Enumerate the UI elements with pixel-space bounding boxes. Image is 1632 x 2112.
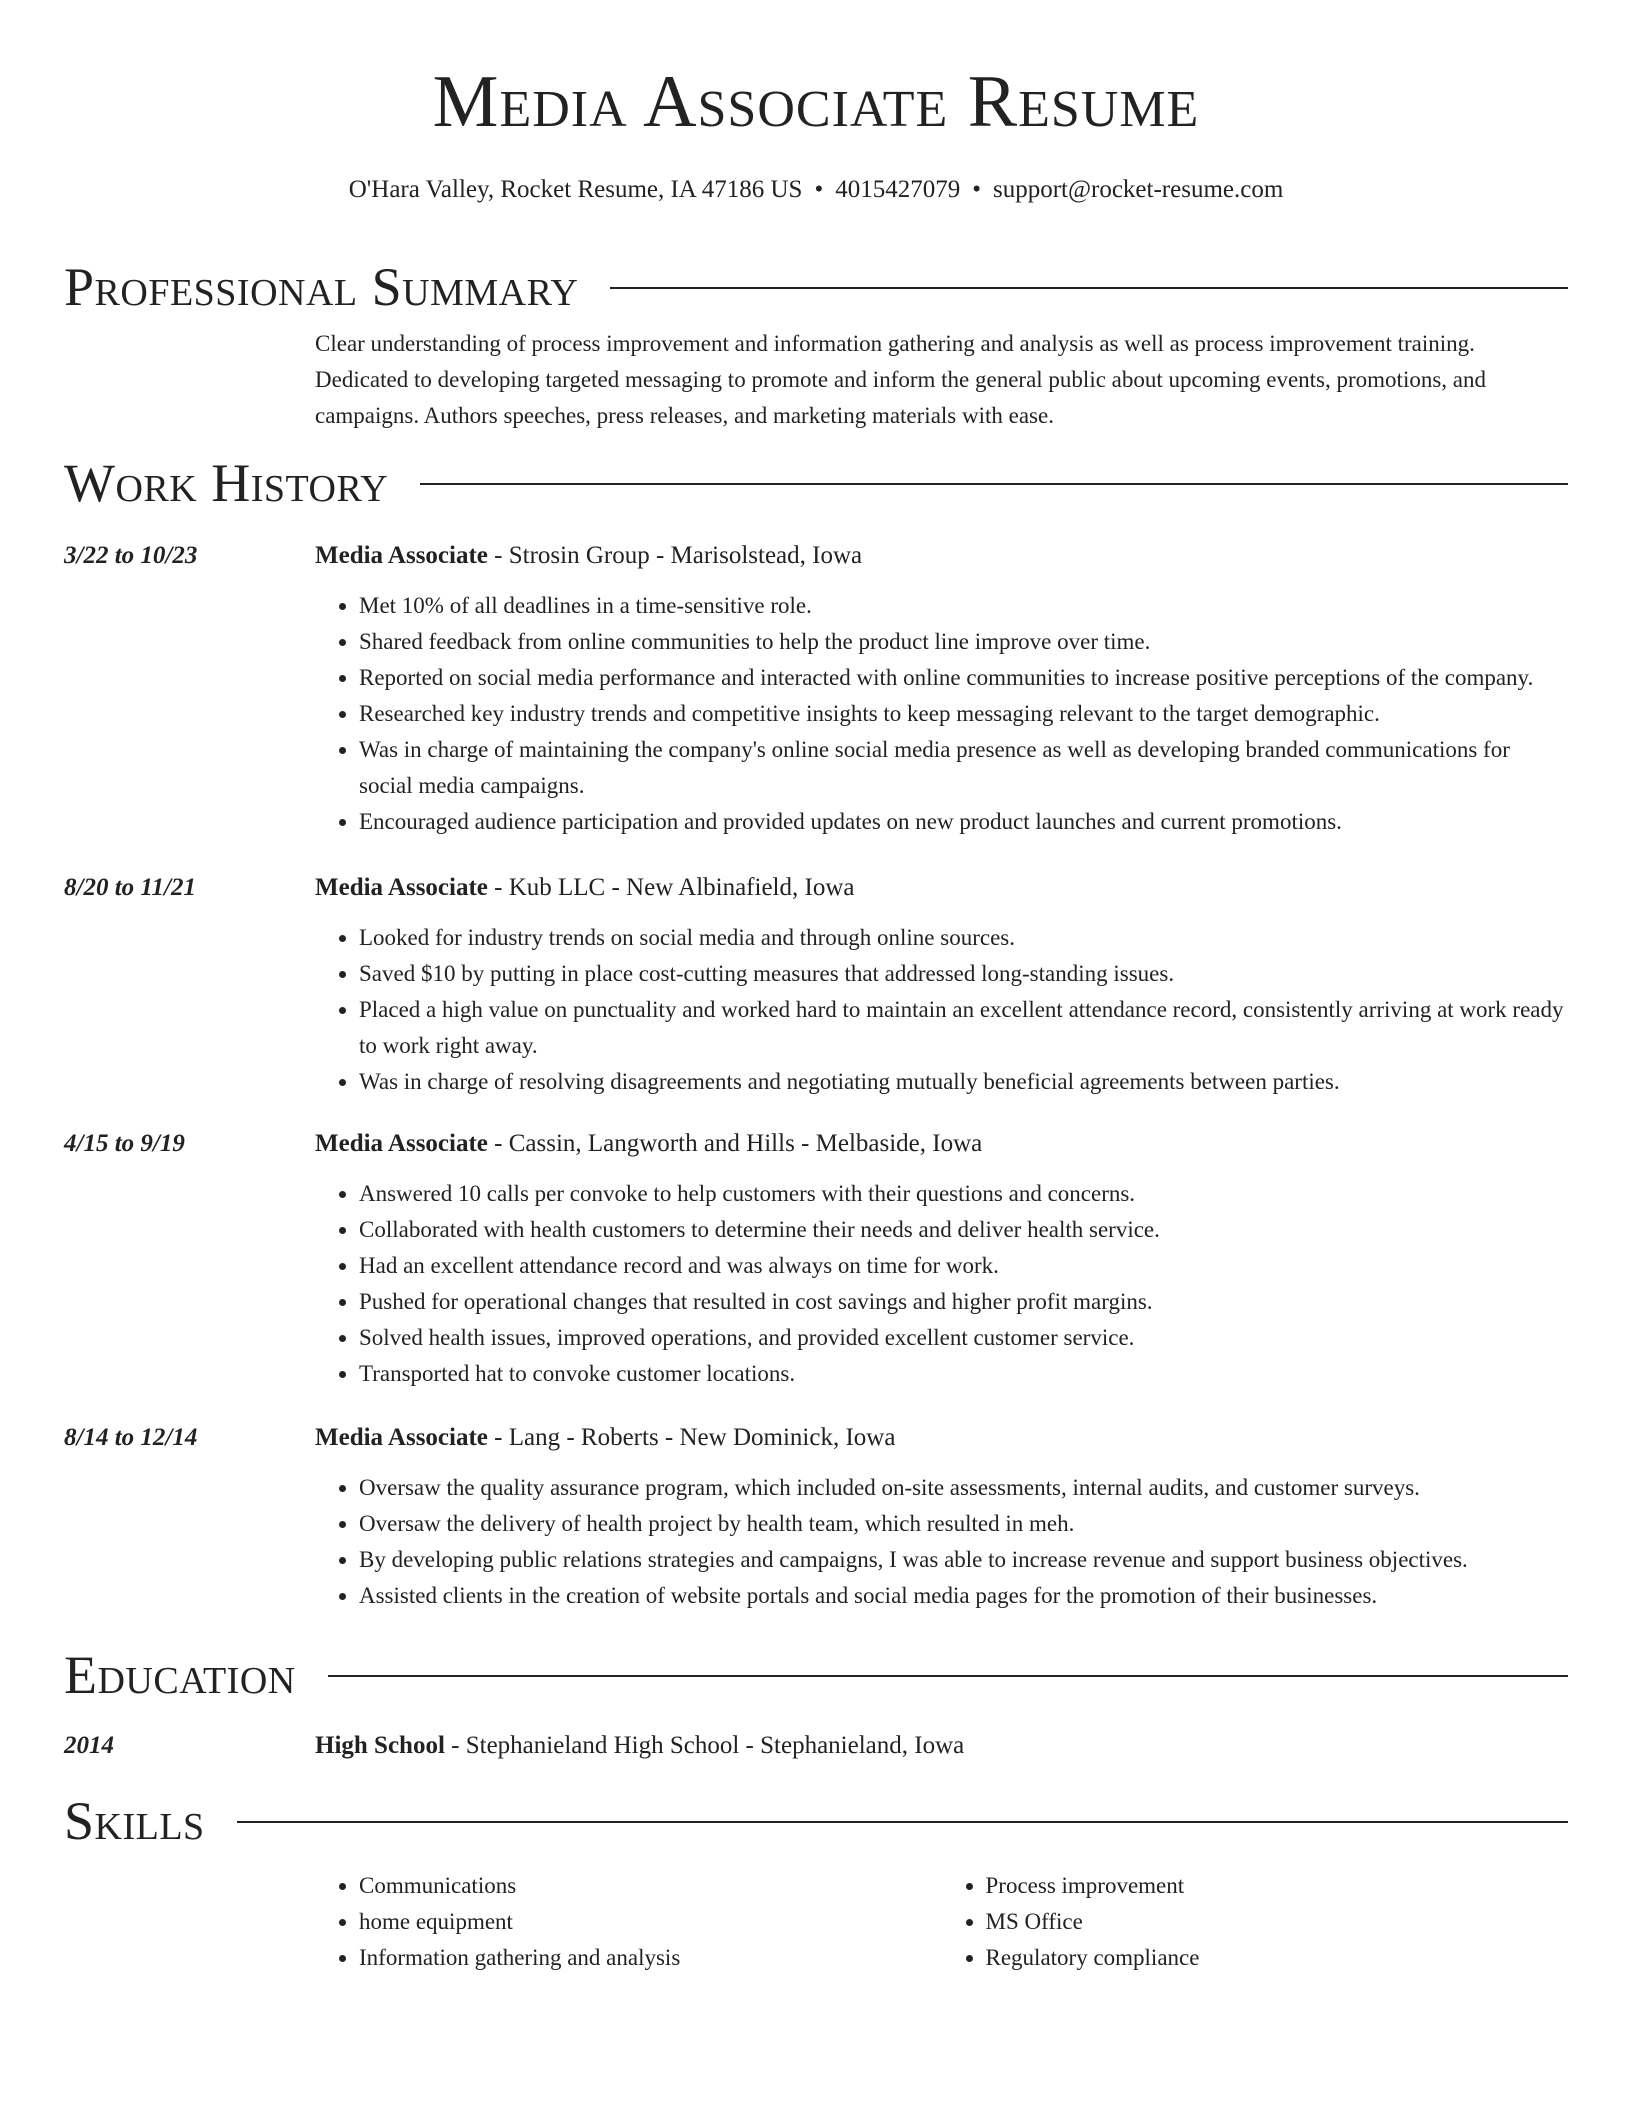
education-line — [315, 1730, 1568, 1762]
skill-item: • Communications — [359, 1868, 942, 1904]
contact-separator: • — [972, 176, 981, 203]
job-bullet: • Answered 10 calls per convoke to help customers with their questions and concerns. — [359, 1176, 1568, 1212]
education-year: 2014 — [64, 1732, 114, 1759]
work-history-list — [64, 540, 1568, 1614]
job-entry — [64, 1422, 1568, 1614]
education-degree: High School — [315, 1732, 445, 1759]
job-bullet: • Looked for industry trends on social media and through online sources. — [359, 920, 1568, 956]
job-details: - Cassin, Langworth and Hills - Melbaside, Iowa — [487, 1130, 983, 1157]
job-title: Media Associate — [315, 874, 488, 901]
contact-phone: 4015427079 — [835, 176, 961, 203]
contact-separator: • — [814, 176, 824, 203]
job-bullets — [315, 1470, 1568, 1614]
skill-item: • Process improvement — [986, 1868, 1569, 1904]
job-bullet: • Solved health issues, improved operations, and provided excellent customer service. — [359, 1320, 1568, 1356]
skills-column-right — [942, 1868, 1569, 1976]
job-bullet: • Was in charge of resolving disagreements and negotiating mutually beneficial agreements between parties. — [359, 1064, 1568, 1100]
skills-section-header — [64, 1790, 1568, 1852]
job-bullet: • Researched key industry trends and competitive insights to keep messaging relevant to the target demographic. — [359, 696, 1568, 732]
job-bullet: • Assisted clients in the creation of website portals and social media pages for the promotion of their businesses. — [359, 1578, 1568, 1614]
work-section-header — [64, 452, 1568, 514]
job-bullet: • By developing public relations strategies and campaigns, I was able to increase revenue and support business objectives. — [359, 1542, 1568, 1578]
resume-title: Media Associate Resume — [432, 61, 1200, 143]
job-title: Media Associate — [315, 1424, 488, 1451]
work-heading: Work History — [64, 453, 389, 513]
job-entry — [64, 872, 1568, 1100]
job-bullets — [315, 588, 1568, 840]
job-bullet: • Had an excellent attendance record and was always on time for work. — [359, 1248, 1568, 1284]
summary-text: Clear understanding of process improvement and information gathering and analysis as well as process improvement training. Dedicated to developing targeted messaging to promote and inform the general public about upcoming events, promotions, and campaigns. Authors speeches, press releases, and marketing materials with ease. — [315, 331, 1487, 428]
contact-line — [64, 174, 1568, 206]
section-divider — [237, 1821, 1568, 1823]
education-section-header — [64, 1644, 1568, 1706]
job-dates: 8/14 to 12/14 — [64, 1424, 198, 1451]
job-bullets — [315, 1176, 1568, 1392]
section-divider — [610, 287, 1568, 289]
skills-column-left — [315, 1868, 942, 1976]
job-bullet: • Transported hat to convoke customer locations. — [359, 1356, 1568, 1392]
job-entry — [64, 540, 1568, 840]
skills-list — [315, 1868, 1568, 1976]
job-details: - Strosin Group - Marisolstead, Iowa — [487, 542, 863, 569]
job-title: Media Associate — [315, 542, 488, 569]
job-title: Media Associate — [315, 1130, 488, 1157]
education-entry — [64, 1730, 1568, 1762]
job-bullet: • Saved $10 by putting in place cost-cutting measures that addressed long-standing issues. — [359, 956, 1568, 992]
summary-section-header — [64, 256, 1568, 318]
job-heading-line — [315, 1422, 1568, 1454]
job-heading-line — [315, 540, 1568, 572]
job-entry — [64, 1128, 1568, 1392]
job-bullet: • Reported on social media performance and interacted with online communities to increase positive perceptions of the company. — [359, 660, 1568, 696]
skill-item: • Regulatory compliance — [986, 1940, 1569, 1976]
job-bullet: • Oversaw the quality assurance program, which included on-site assessments, internal audits, and customer surveys. — [359, 1470, 1568, 1506]
section-divider — [328, 1675, 1568, 1677]
skill-item: • MS Office — [986, 1904, 1569, 1940]
job-bullet: • Was in charge of maintaining the company's online social media presence as well as developing branded communications for social media campaigns. — [359, 732, 1568, 804]
job-dates: 8/20 to 11/21 — [64, 874, 196, 901]
job-dates: 3/22 to 10/23 — [64, 542, 198, 569]
job-bullet: • Shared feedback from online communities to help the product line improve over time. — [359, 624, 1568, 660]
job-details: - Lang - Roberts - New Dominick, Iowa — [487, 1424, 896, 1451]
education-details: - Stephanieland High School - Stephanieland, Iowa — [444, 1732, 965, 1759]
job-dates: 4/15 to 9/19 — [64, 1130, 185, 1157]
section-divider — [420, 483, 1568, 485]
job-bullet: • Encouraged audience participation and provided updates on new product launches and current promotions. — [359, 804, 1568, 840]
skills-heading: Skills — [64, 1791, 205, 1851]
job-bullet: • Met 10% of all deadlines in a time-sensitive role. — [359, 588, 1568, 624]
summary-heading: Professional Summary — [64, 257, 579, 317]
job-heading-line — [315, 872, 1568, 904]
job-details: - Kub LLC - New Albinafield, Iowa — [487, 874, 855, 901]
job-heading-line — [315, 1128, 1568, 1160]
skill-item: • Information gathering and analysis — [359, 1940, 942, 1976]
job-bullet: • Collaborated with health customers to determine their needs and deliver health service. — [359, 1212, 1568, 1248]
job-bullet: • Placed a high value on punctuality and worked hard to maintain an excellent attendance record, consistently arriving at work ready to work right away. — [359, 992, 1568, 1064]
skill-item: • home equipment — [359, 1904, 942, 1940]
education-heading: Education — [64, 1645, 296, 1705]
contact-address: O'Hara Valley, Rocket Resume, IA 47186 US — [348, 176, 803, 203]
job-bullets — [315, 920, 1568, 1100]
contact-email: support@rocket-resume.com — [992, 176, 1284, 203]
job-bullet: • Pushed for operational changes that resulted in cost savings and higher profit margins. — [359, 1284, 1568, 1320]
job-bullet: • Oversaw the delivery of health project by health team, which resulted in meh. — [359, 1506, 1568, 1542]
